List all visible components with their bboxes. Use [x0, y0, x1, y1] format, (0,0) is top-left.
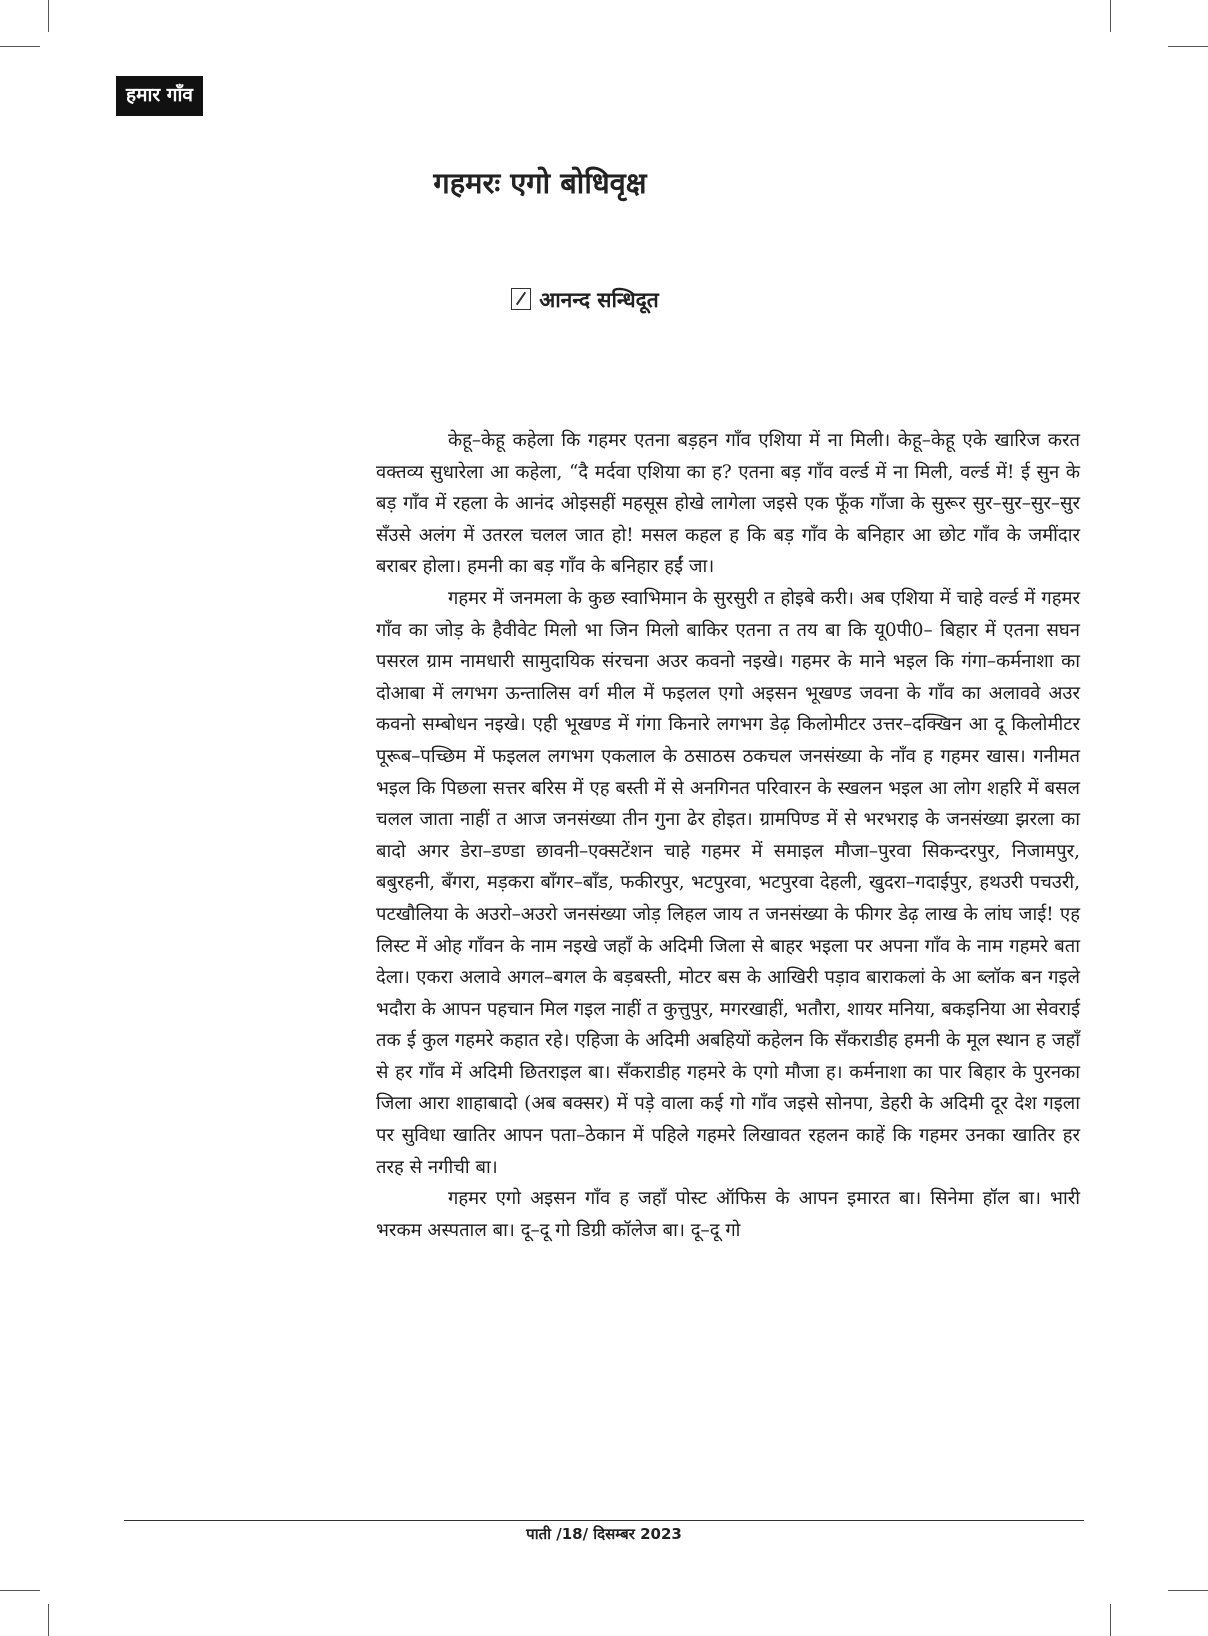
byline — [0, 286, 1170, 314]
article-body — [376, 425, 1080, 1246]
footer-divider — [124, 1520, 1084, 1521]
section-tag: हमार गाँव — [116, 76, 203, 116]
crop-mark — [1168, 46, 1208, 47]
crop-mark — [0, 1590, 40, 1591]
paragraph: गहमर एगो अइसन गाँव ह जहाँ पोस्ट ऑफिस के आपन इमारत बा। सिनेमा हॉल बा। भारी भरकम अस्पताल बा। दू–दू गो डिग्री कॉलेज बा। दू–दू गो — [376, 1188, 1080, 1241]
page-footer: पाती /18/ दिसम्बर 2023 — [526, 1525, 682, 1543]
paragraph: गहमर में जनमला के कुछ स्वाभिमान के सुरसुरी त होइबे करी। अब एशिया में चाहे वर्ल्ड में गहमर गाँव का जोड़ के हैवीवेट मिलो भा जिन मिलो बाकिर एतना त तय बा कि यू0पी0– बिहार में एतना सघन पसरल ग्राम नामधारी सामुदायिक संरचना अउर कवनो नइखे। गहमर के माने भइल कि गंगा–कर्मनाशा का दोआबा में लगभग ऊन्तालिस वर्ग मील में फइलल एगो अइसन भूखण्ड जवना के गाँव का अलाववे अउर कवनो सम्बोधन नइखे। एही भूखण्ड में गंगा किनारे लगभग डेढ़ किलोमीटर उत्तर–दक्खिन आ दू किलोमीटर पूरूब–पच्छिम में फइलल लगभग एकलाल के ठसाठस ठकचल जनसंख्या के नाँव ह गहमर खास। गनीमत भइल कि पिछला सत्तर बरिस में एह बस्ती में से अनगिनत परिवारन के स्खलन भइल आ लोग शहरि में बसल चलल जाता नाहीं त आज जनसंख्या तीन गुना ढेर होइत। ग्रामपिण्ड में से भरभराइ के जनसंख्या झरला का बादो अगर डेरा–डण्डा छावनी–एक्सटेंशन चाहे गहमर में समाइल मौजा–पुरवा सिकन्दरपुर, निजामपुर, बबुरहनी, बँगरा, मड़करा बाँगर–बाँड, फकीरपुर, भटपुरवा, भटपुरवा देहली, खुदरा–गदाईपुर, हथउरी पचउरी, पटखौलिया के अउरो–अउरो जनसंख्या जोड़ लिहल जाय त जनसंख्या के फीगर डेढ़ लाख के लांघ जाई! एह लिस्ट में ओह गाँवन के नाम नइखे जहाँ के अदिमी जिला से बाहर भइला पर अपना गाँव के नाम गहमरे बता देला। एकरा अलावे अगल–बगल के बड़बस्ती, मोटर बस के आखिरी पड़ाव बाराकलां के आ ब्लॉक बन गइले भदौरा के आपन पहचान मिल गइल नाहीं त कुत्तुपुर, मगरखाहीं, भतौरा, शायर मनिया, बकइनिया आ सेवराई तक ई कुल गहमरे कहात रहे। एहिजा के अदिमी अबहियों कहेलन कि सँकराडीह हमनी के मूल स्थान ह जहाँ से हर गाँव में अदिमी छितराइल बा। सँकराडीह गहमरे के एगो मौजा ह। कर्मनाशा का पार बिहार के पुरनका जिला आरा शाहाबादो (अब बक्सर) में पड़े वाला कई गो गाँव जइसे सोनपा, डेहरी के अदिमी दूर देश गइला पर सुविधा खातिर आपन पता–ठेकान में पहिले गहमरे लिखावत रहलन काहें कि गहमर उनका खातिर हर तरह से नगीची बा। — [376, 587, 1080, 1178]
article-title: गहमरः एगो बोधिवृक्ष — [433, 166, 647, 200]
crop-mark — [48, 1604, 49, 1636]
crop-mark — [1110, 1604, 1111, 1636]
crop-mark — [48, 0, 49, 32]
pen-icon — [511, 288, 531, 310]
author-name: आनन्द सन्धिदूत — [539, 288, 659, 312]
paragraph: केहू–केहू कहेला कि गहमर एतना बड़हन गाँव एशिया में ना मिली। केहू–केहू एके खारिज करत वक्तव्य सुधारेला आ कहेला, “दै मर्दवा एशिया का ह? एतना बड़ गाँव वर्ल्ड में ना मिली, वर्ल्ड में! ई सुन के बड़ गाँव में रहला के आनंद ओइसहीं महसूस होखे लागेला जइसे एक फूँक गाँजा के सुरूर सुर–सुर–सुर–सुर सँउसे अलंग में उतरल चलल जात हो! मसल कहल ह कि बड़ गाँव के बनिहार आ छोट गाँव के जमींदार बराबर होला। हमनी का बड़ गाँव के बनिहार हईं जा। — [376, 430, 1080, 578]
crop-mark — [1110, 0, 1111, 32]
crop-mark — [1168, 1590, 1208, 1591]
crop-mark — [0, 46, 40, 47]
